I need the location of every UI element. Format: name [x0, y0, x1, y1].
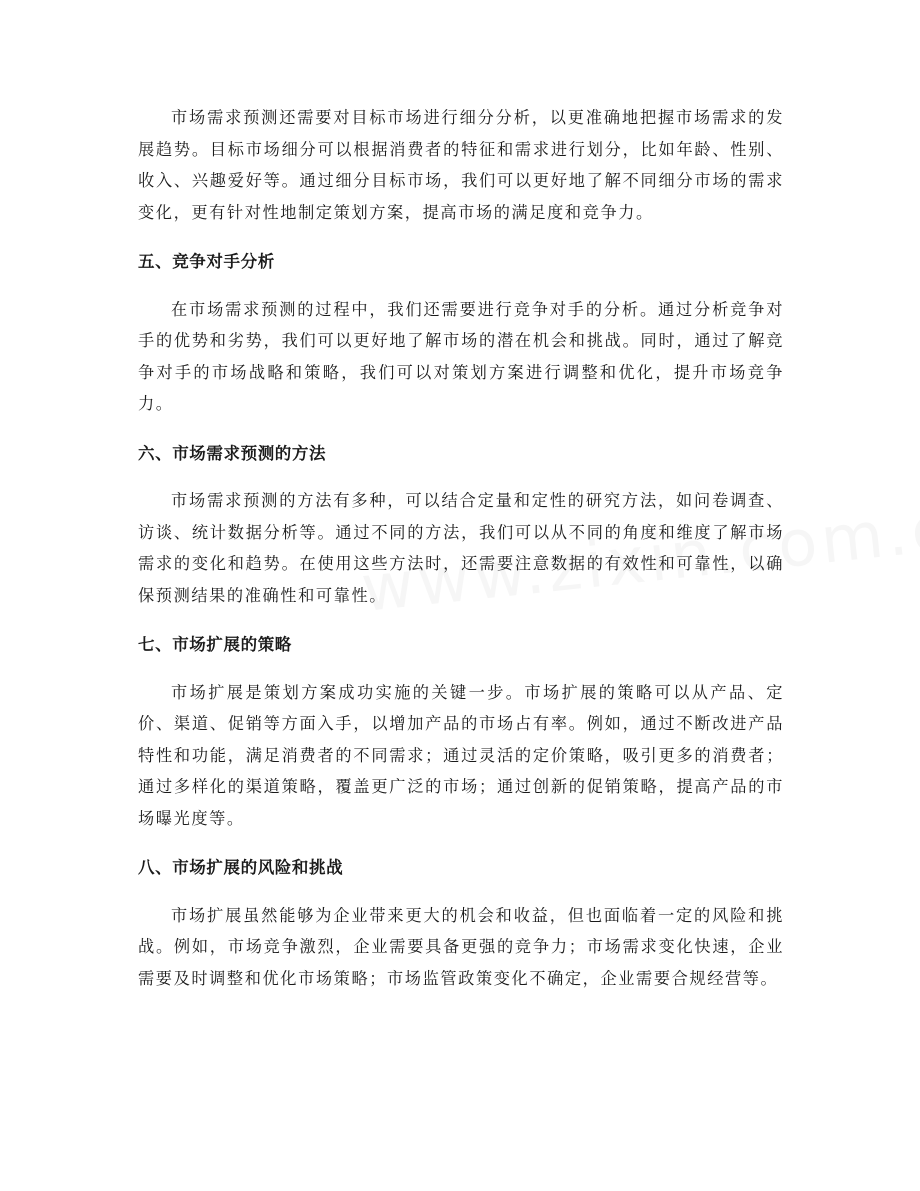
section-paragraph-expansion-risks: 市场扩展虽然能够为企业带来更大的机会和收益，但也面临着一定的风险和挑战。例如，市场竞争激烈，企业需要具备更强的竞争力；市场需求变化快速，企业需要及时调整和优化市场策略；市场监管政策变化不确定，企业需要合规经营等。: [138, 905, 784, 988]
document-body: [138, 102, 784, 994]
section-heading-expansion-strategy: 七、市场扩展的策略: [138, 635, 292, 654]
section-heading-expansion-risks: 八、市场扩展的风险和挑战: [138, 858, 344, 877]
section-paragraph-competitor-analysis: 在市场需求预测的过程中，我们还需要进行竞争对手的分析。通过分析竞争对手的优势和劣势，我们可以更好地了解市场的潜在机会和挑战。同时，通过了解竞争对手的市场战略和策略，我们可以对策划方案进行调整和优化，提升市场竞争力。: [138, 299, 784, 413]
section-paragraph-forecast-methods: 市场需求预测的方法有多种，可以结合定量和定性的研究方法，如问卷调查、访谈、统计数据分析等。通过不同的方法，我们可以从不同的角度和维度了解市场需求的变化和趋势。在使用这些方法时，还需要注意数据的有效性和可靠性，以确保预测结果的准确性和可靠性。: [138, 491, 784, 605]
section-heading-competitor-analysis: 五、竞争对手分析: [138, 252, 275, 271]
intro-paragraph: 市场需求预测还需要对目标市场进行细分分析，以更准确地把握市场需求的发展趋势。目标市场细分可以根据消费者的特征和需求进行划分，比如年龄、性别、收入、兴趣爱好等。通过细分目标市场，我们可以更好地了解不同细分市场的需求变化，更有针对性地制定策划方案，提高市场的满足度和竞争力。: [138, 108, 784, 222]
section-heading-forecast-methods: 六、市场需求预测的方法: [138, 443, 327, 463]
section-paragraph-expansion-strategy: 市场扩展是策划方案成功实施的关键一步。市场扩展的策略可以从产品、定价、渠道、促销等方面入手，以增加产品的市场占有率。例如，通过不断改进产品特性和功能，满足消费者的不同需求；通过灵活的定价策略，吸引更多的消费者；通过多样化的渠道策略，覆盖更广泛的市场；通过创新的促销策略，提高产品的市场曝光度等。: [138, 682, 784, 828]
